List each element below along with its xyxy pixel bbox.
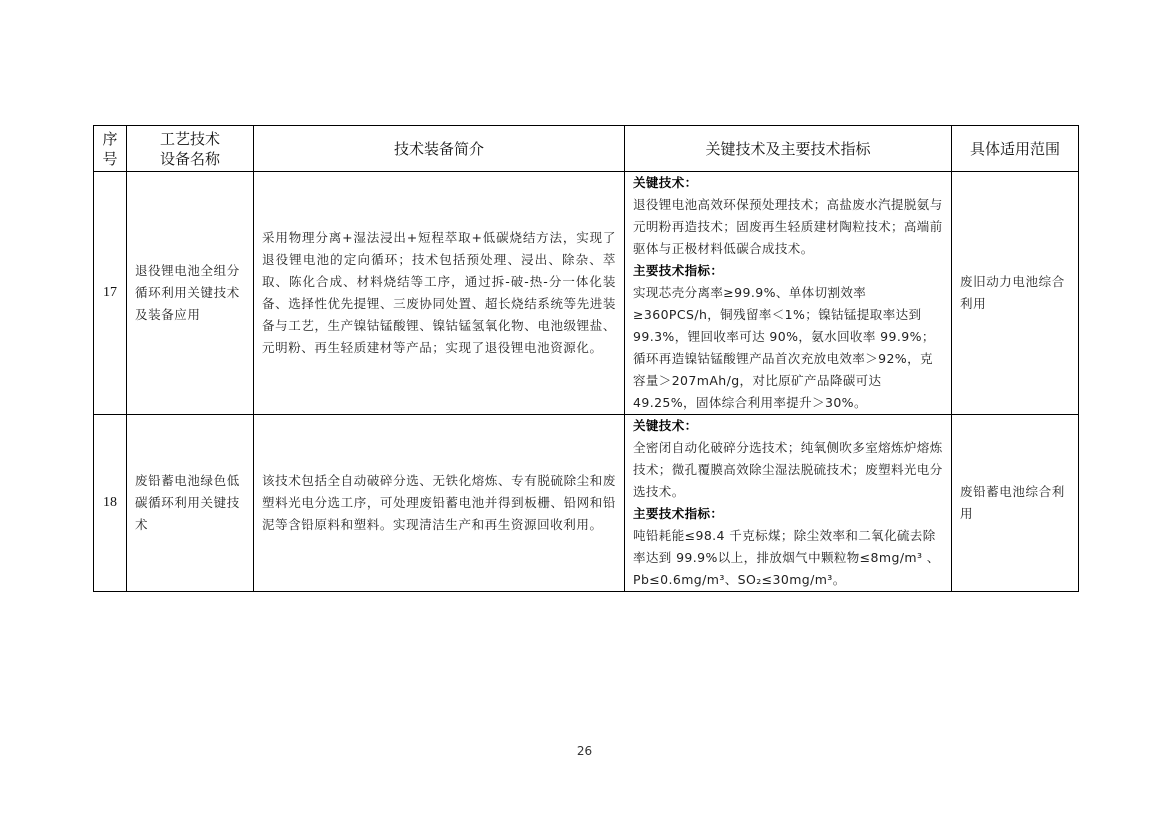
table-row	[94, 415, 1079, 592]
page-number: 26	[576, 744, 593, 758]
row-intro: 采用物理分离+湿法浸出+短程萃取+低碳烧结方法，实现了退役锂电池的定向循环；技术包括预处理、浸出、除杂、萃取、陈化合成、材料烧结等工序，通过拆-破-热-分一体化装备、选择性优先提锂、三废协同处置、超长烧结系统等先进装备与工艺，生产镍钴锰酸锂、镍钴锰氢氧化物、电池级锂盐、元明粉、再生轻质建材等产品；实现了退役锂电池资源化。	[254, 172, 625, 415]
key-tech-text: 全密闭自动化破碎分选技术；纯氧侧吹多室熔炼炉熔炼技术；微孔覆膜高效除尘湿法脱硫技术；废塑料光电分选技术。	[633, 440, 943, 499]
key-tech-label: 关键技术：	[633, 175, 698, 190]
header-seq-line2: 号	[102, 149, 118, 168]
key-tech-label: 关键技术：	[633, 418, 698, 433]
row-tech-name: 退役锂电池全组分循环利用关键技术及装备应用	[127, 172, 254, 415]
header-name-line1: 工艺技术	[159, 129, 220, 148]
technology-catalog-table	[93, 125, 1079, 592]
key-tech-text: 退役锂电池高效环保预处理技术；高盐废水汽提脱氨与元明粉再造技术；固废再生轻质建材陶粒技术；高端前驱体与正极材料低碳合成技术。	[633, 197, 943, 256]
header-name	[127, 126, 254, 172]
row-scope: 废铅蓄电池综合利用	[952, 415, 1079, 592]
row-key-tech	[625, 415, 952, 592]
row-number: 18	[94, 415, 127, 592]
indicator-label: 主要技术指标：	[633, 506, 724, 521]
header-scope: 具体适用范围	[952, 126, 1079, 172]
row-number: 17	[94, 172, 127, 415]
header-seq	[94, 126, 127, 172]
header-intro: 技术装备简介	[254, 126, 625, 172]
indicator-text: 实现芯壳分离率≥99.9%、单体切割效率≥360PCS/h，铜残留率＜1%；镍钴锰提取率达到99.3%，锂回收率可达 90%，氨水回收率 99.9%；循环再造镍钴锰酸锂产品首次充放电效率＞92%，克容量＞207mAh/g，对比原矿产品降碳可达49.25%，固体综合利用率提升＞30%。	[633, 285, 935, 410]
header-name-line2: 设备名称	[159, 149, 220, 168]
row-scope: 废旧动力电池综合利用	[952, 172, 1079, 415]
row-key-tech	[625, 172, 952, 415]
header-key: 关键技术及主要技术指标	[625, 126, 952, 172]
row-intro: 该技术包括全自动破碎分选、无铁化熔炼、专有脱硫除尘和废塑料光电分选工序，可处理废铅蓄电池并得到板栅、铅网和铅泥等含铅原料和塑料。实现清洁生产和再生资源回收利用。	[254, 415, 625, 592]
row-tech-name: 废铅蓄电池绿色低碳循环利用关键技术	[127, 415, 254, 592]
table-header-row	[94, 126, 1079, 172]
indicator-text: 吨铅耗能≤98.4 千克标煤；除尘效率和二氧化硫去除率达到 99.9%以上，排放烟气中颗粒物≤8mg/m³ 、Pb≤0.6mg/m³、SO₂≤30mg/m³。	[633, 528, 940, 587]
header-seq-line1: 序	[102, 129, 118, 148]
indicator-label: 主要技术指标：	[633, 263, 724, 278]
table-row	[94, 172, 1079, 415]
